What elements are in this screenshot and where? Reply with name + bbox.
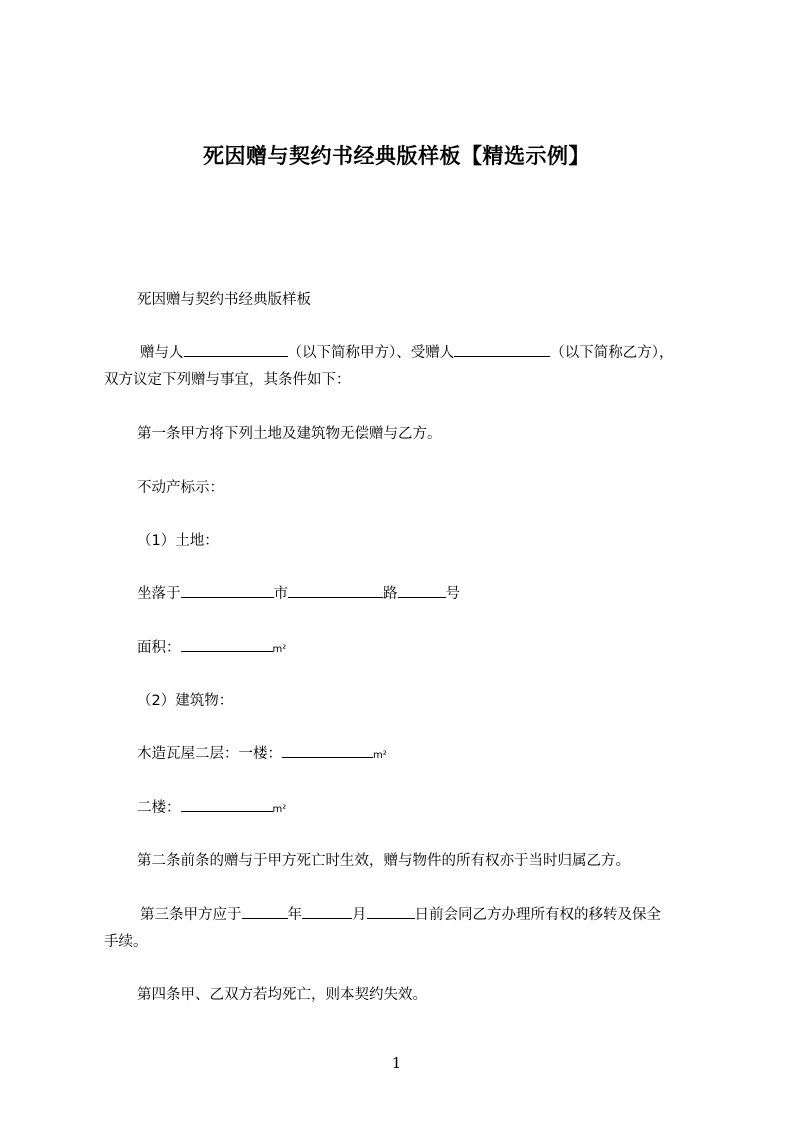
floor2-unit: m² bbox=[272, 804, 287, 815]
location-paragraph bbox=[107, 581, 702, 608]
floor1-label: 木造瓦屋二层：一楼： bbox=[137, 746, 282, 762]
property-heading-paragraph bbox=[107, 475, 702, 502]
article4: 第四条甲、乙双方若均死亡，则本契约失效。 bbox=[137, 987, 427, 1003]
floor2-blank bbox=[181, 798, 273, 812]
donor-blank bbox=[184, 343, 288, 357]
article3-paragraph bbox=[104, 902, 702, 956]
floor2-label: 二楼： bbox=[137, 800, 181, 816]
area-paragraph bbox=[107, 635, 702, 663]
year-blank bbox=[242, 905, 288, 919]
article2: 第二条前条的赠与于甲方死亡时生效，赠与物件的所有权亦于当时归属乙方。 bbox=[137, 853, 630, 869]
building-heading: （2）建筑物： bbox=[137, 693, 234, 709]
article4-paragraph bbox=[107, 982, 702, 1009]
article1-paragraph bbox=[107, 421, 702, 448]
location-road: 路 bbox=[383, 586, 398, 602]
location-number: 号 bbox=[445, 586, 460, 602]
location-blank-2 bbox=[288, 584, 383, 598]
page-number: 1 bbox=[391, 1054, 402, 1072]
area-blank bbox=[181, 638, 273, 652]
donor-label: 赠与人 bbox=[140, 345, 184, 361]
preamble-paragraph bbox=[104, 340, 702, 394]
area-unit: m² bbox=[272, 644, 287, 655]
location-blank-3 bbox=[398, 584, 446, 598]
land-heading: （1）土地： bbox=[137, 533, 219, 549]
land-heading-paragraph bbox=[107, 528, 702, 555]
location-city: 市 bbox=[273, 586, 288, 602]
area-label: 面积： bbox=[137, 640, 181, 656]
article1: 第一条甲方将下列土地及建筑物无偿赠与乙方。 bbox=[137, 426, 442, 442]
preamble-line2: 双方议定下列赠与事宜，其条件如下： bbox=[104, 372, 351, 388]
month-blank bbox=[302, 905, 352, 919]
subtitle-paragraph bbox=[107, 287, 702, 314]
day-blank bbox=[367, 905, 415, 919]
floor1-unit: m² bbox=[373, 750, 387, 761]
article3-line2: 手续。 bbox=[104, 934, 148, 950]
floor1-blank bbox=[282, 744, 373, 758]
article3-suffix: 日前会同乙方办理所有权的移转及保全 bbox=[414, 907, 661, 923]
location-prefix: 坐落于 bbox=[137, 586, 181, 602]
donor-note: （以下简称甲方）、受赠人 bbox=[287, 345, 455, 361]
article3-month: 月 bbox=[352, 907, 367, 923]
document-title: 死因赠与契约书经典版样板【精选示例】 bbox=[203, 144, 590, 168]
donee-note: （以下简称乙方）， bbox=[550, 345, 674, 361]
donee-blank bbox=[454, 343, 550, 357]
property-heading: 不动产标示： bbox=[137, 480, 224, 496]
article2-paragraph bbox=[107, 848, 702, 875]
location-blank-1 bbox=[181, 584, 274, 598]
article3-prefix: 第三条甲方应于 bbox=[140, 907, 242, 923]
article3-year: 年 bbox=[287, 907, 302, 923]
floor2-paragraph bbox=[107, 795, 702, 823]
building-heading-paragraph bbox=[107, 688, 702, 715]
floor1-paragraph bbox=[107, 741, 702, 769]
subtitle: 死因赠与契约书经典版样板 bbox=[137, 292, 311, 308]
